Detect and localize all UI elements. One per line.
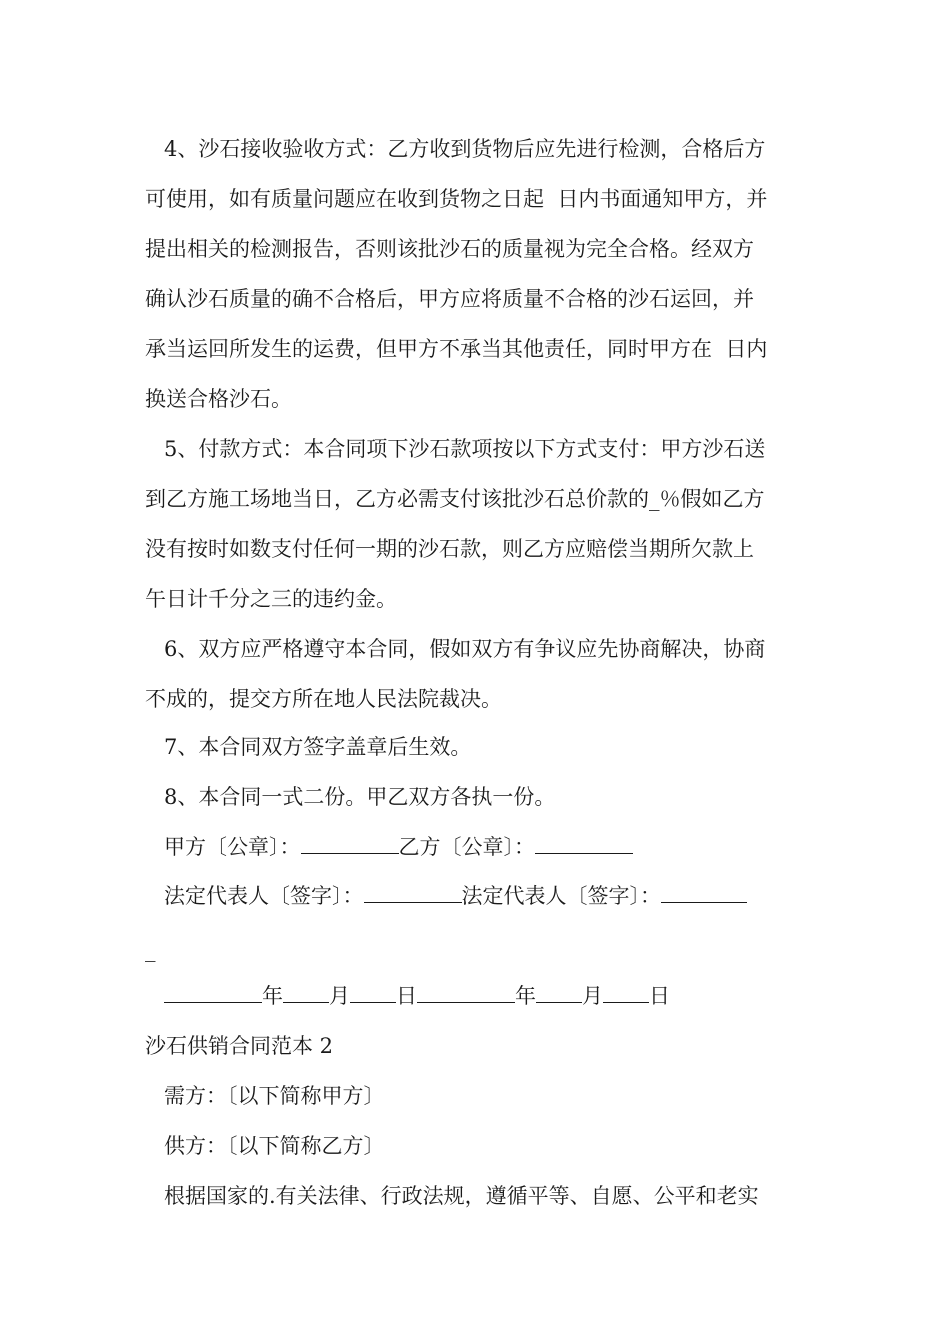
preamble-line: 根据国家的.有关法律、行政法规，遵循平等、自愿、公平和老实 <box>164 1184 759 1208</box>
month-label-b: 月 <box>582 984 603 1008</box>
wrapped-underscore: _ <box>145 938 156 962</box>
clause-4-line-6: 换送合格沙石。 <box>145 387 292 411</box>
party-a-rep-blank <box>364 882 462 903</box>
month-label-a: 月 <box>329 984 350 1008</box>
clause-4-line-2: 可使用，如有质量问题应在收到货物之日起 日内书面通知甲方，并 <box>145 187 768 211</box>
year-label-a: 年 <box>262 984 283 1008</box>
party-b-year-blank <box>417 982 515 1003</box>
party-a-rep-label: 法定代表人〔签字〕： <box>164 884 364 908</box>
party-b-seal-blank <box>535 833 633 854</box>
party-b-rep-label: 法定代表人〔签字〕： <box>461 884 661 908</box>
clause-5-line-1: 5、付款方式：本合同项下沙石款项按以下方式支付：甲方沙石送 <box>164 437 766 461</box>
party-a-year-blank <box>164 982 262 1003</box>
buyer-line: 需方：〔以下简称甲方〕 <box>164 1084 385 1108</box>
clause-6-line-2: 不成的，提交方所在地人民法院裁决。 <box>145 687 502 711</box>
party-b-seal-label: 乙方〔公章〕： <box>398 835 535 859</box>
clause-8: 8、本合同一式二份。甲乙双方各执一份。 <box>164 785 556 809</box>
party-a-month-blank <box>283 982 329 1003</box>
clause-4-line-1: 4、沙石接收验收方式：乙方收到货物后应先进行检测，合格后方 <box>164 137 766 161</box>
supplier-line: 供方：〔以下简称乙方〕 <box>164 1134 385 1158</box>
party-a-seal-label: 甲方〔公章〕： <box>164 835 301 859</box>
party-a-seal-blank <box>301 833 399 854</box>
clause-6-line-1: 6、双方应严格遵守本合同，假如双方有争议应先协商解决，协商 <box>164 637 766 661</box>
clause-5-line-4: 午日计千分之三的违约金。 <box>145 587 397 611</box>
day-label-b: 日 <box>649 984 670 1008</box>
clause-5-line-2: 到乙方施工场地当日，乙方必需支付该批沙石总价款的_％假如乙方 <box>145 487 765 511</box>
clause-4-line-4: 确认沙石质量的确不合格后，甲方应将质量不合格的沙石运回，并 <box>145 287 754 311</box>
contract-2-title: 沙石供销合同范本 2 <box>145 1034 334 1058</box>
clause-4-line-5: 承当运回所发生的运费，但甲方不承当其他责任，同时甲方在 日内 <box>145 337 768 361</box>
day-label-a: 日 <box>396 984 417 1008</box>
representative-line <box>164 881 950 911</box>
clause-7: 7、本合同双方签字盖章后生效。 <box>164 735 472 759</box>
seal-line <box>164 832 950 862</box>
clause-5-line-3: 没有按时如数支付任何一期的沙石款，则乙方应赔偿当期所欠款上 <box>145 537 754 561</box>
date-line <box>164 981 950 1011</box>
party-b-day-blank <box>603 982 649 1003</box>
year-label-b: 年 <box>515 984 536 1008</box>
party-b-rep-blank <box>661 882 747 903</box>
party-a-day-blank <box>350 982 396 1003</box>
party-b-month-blank <box>536 982 582 1003</box>
clause-4-line-3: 提出相关的检测报告，否则该批沙石的质量视为完全合格。经双方 <box>145 237 754 261</box>
